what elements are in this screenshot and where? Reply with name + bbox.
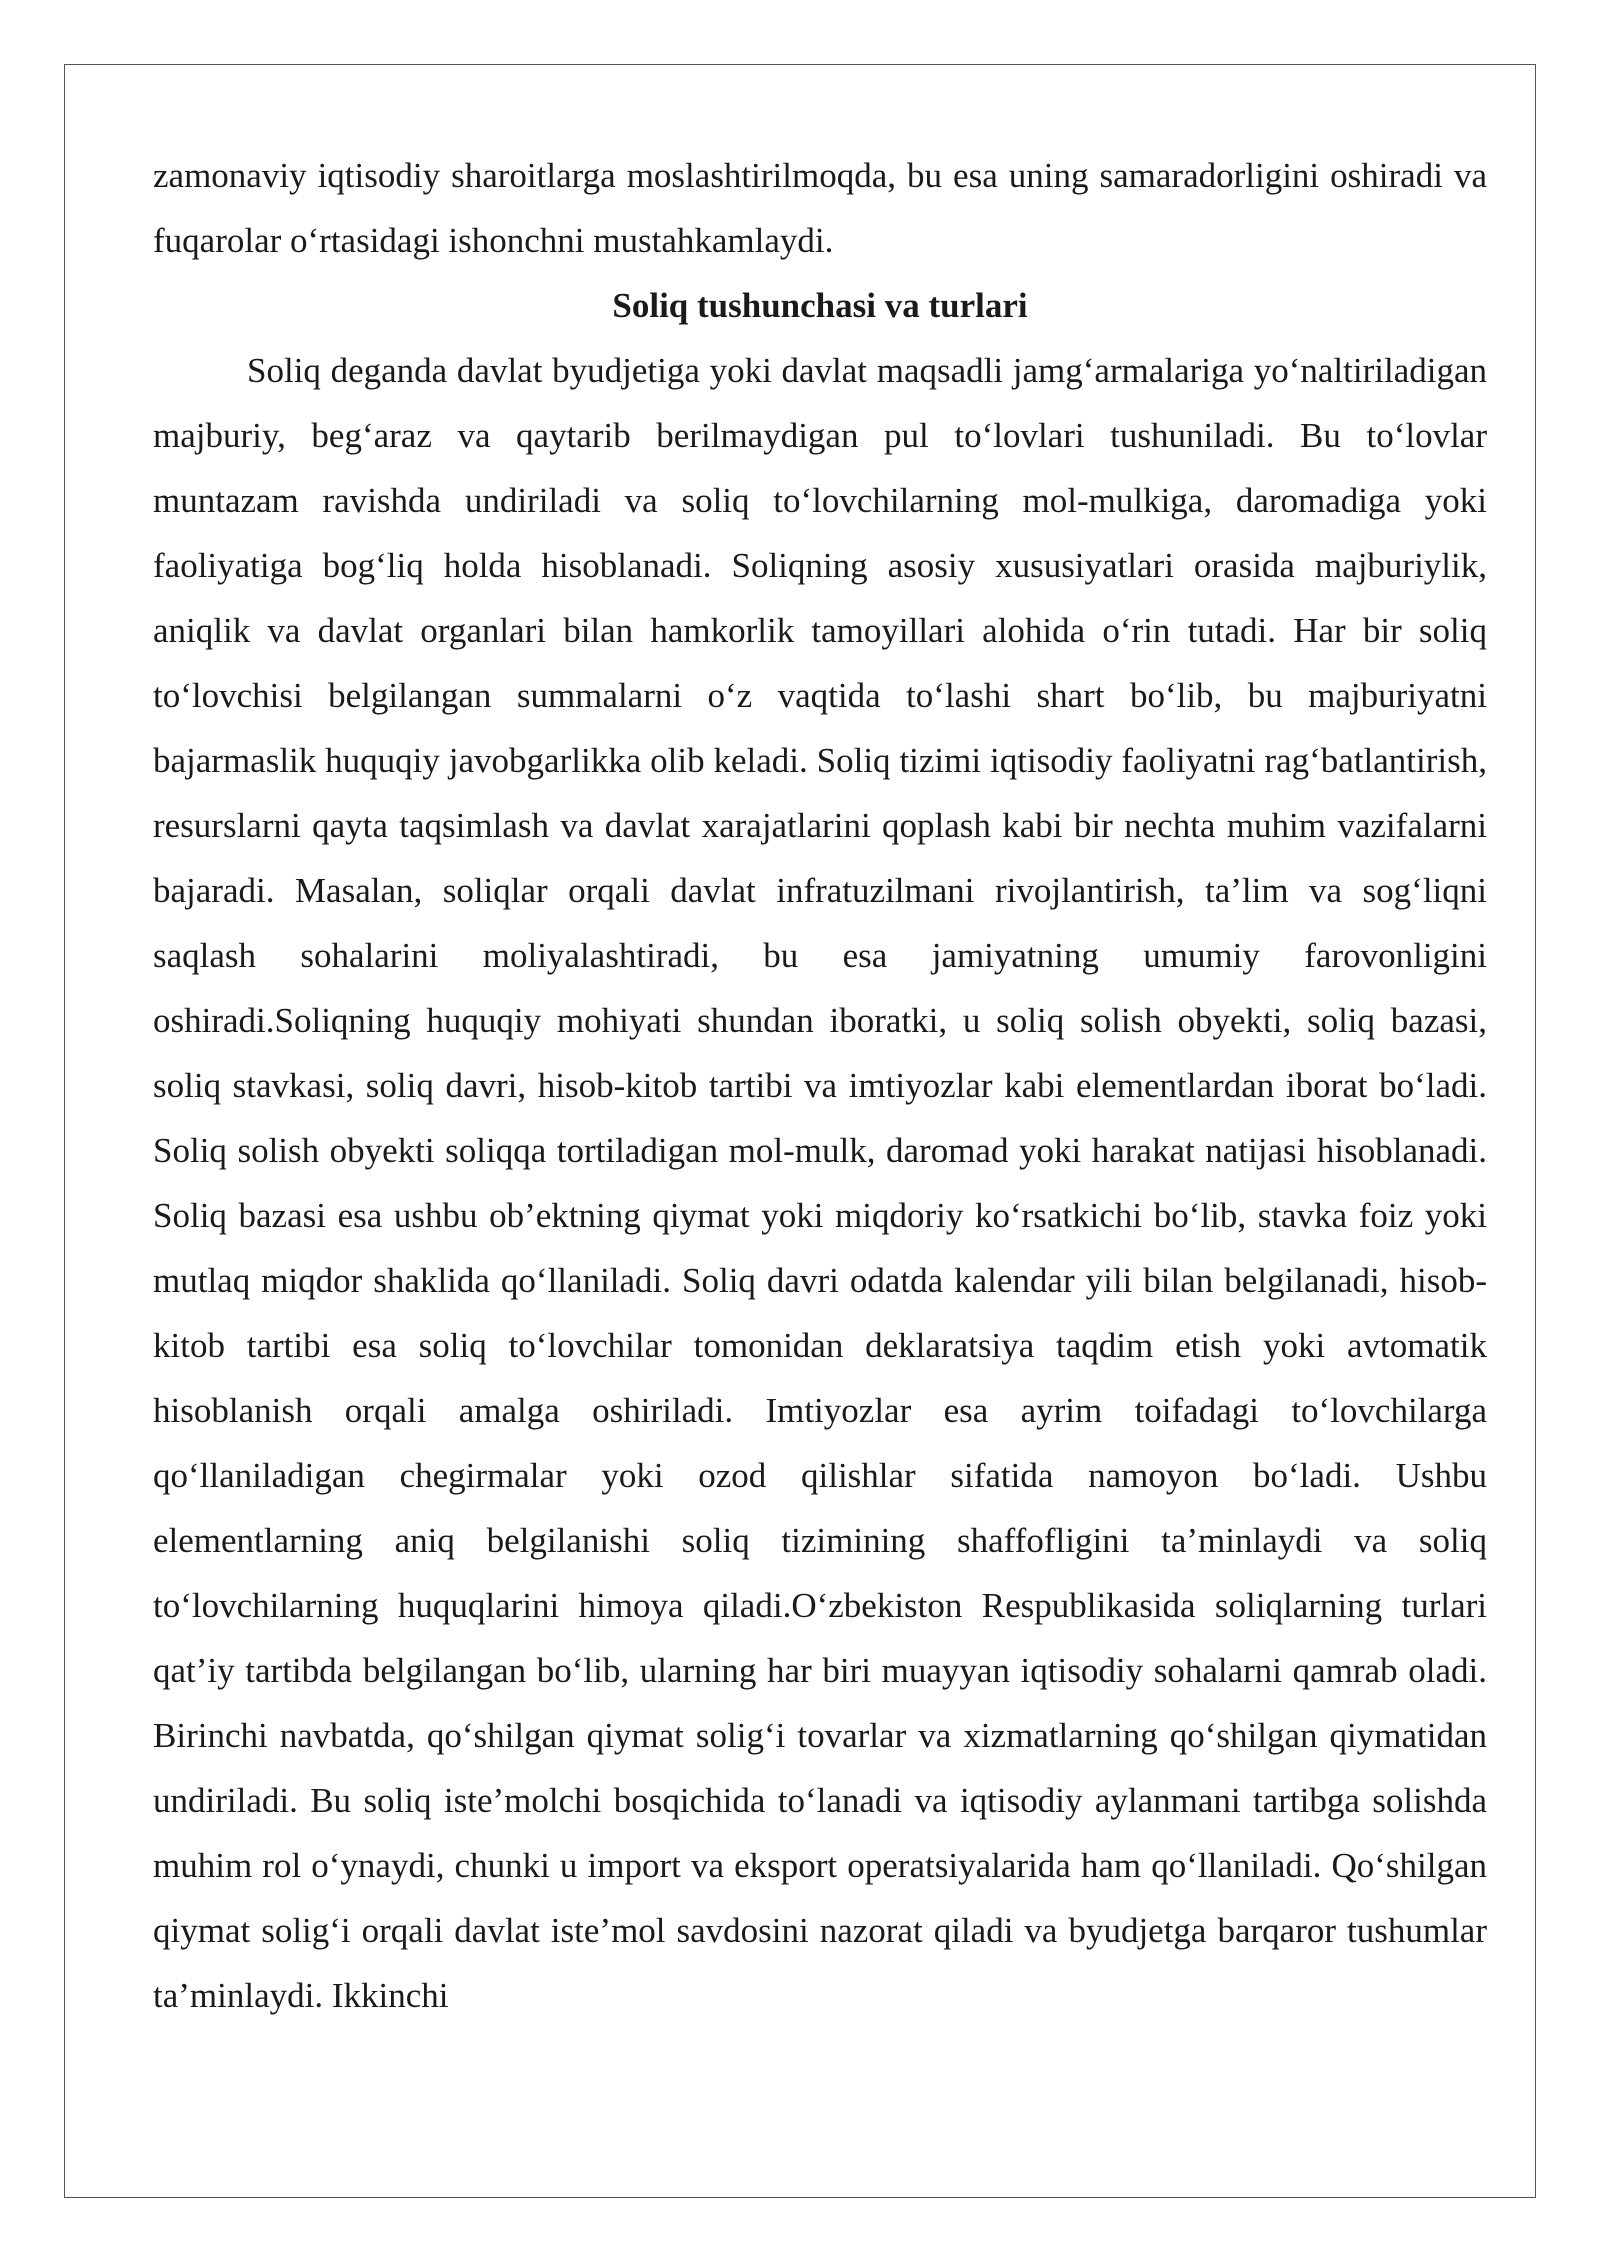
body-paragraph: Soliq deganda davlat byudjetiga yoki davlat maqsadli jamg‘armalariga yo‘naltiriladigan majburiy, beg‘araz va qaytarib berilmaydigan pul to‘lovlari tushuniladi. Bu to‘lovlar muntazam ravishda undiriladi va soliq to‘lovchilarning mol-mulkiga, daromadiga yoki faoliyatiga bog‘liq holda hisoblanadi. Soliqning asosiy xususiyatlari orasida majburiylik, aniqlik va davlat organlari bilan hamkorlik tamoyillari alohida o‘rin tutadi. Har bir soliq to‘lovchisi belgilangan summalarni o‘z vaqtida to‘lashi shart bo‘lib, bu majburiyatni bajarmaslik huquqiy javobgarlikka olib keladi. Soliq tizimi iqtisodiy faoliyatni rag‘batlantirish, resurslarni qayta taqsimlash va davlat xarajatlarini qoplash kabi bir nechta muhim vazifalarni bajaradi. Masalan, soliqlar orqali davlat infratuzilmani rivojlantirish, ta’lim va sog‘liqni saqlash sohalarini moliyalashtiradi, bu esa jamiyatning umumiy farovonligini oshiradi.Soliqning huquqiy mohiyati shundan iboratki, u soliq solish obyekti, soliq bazasi, soliq stavkasi, soliq davri, hisob-kitob tartibi va imtiyozlar kabi elementlardan iborat bo‘ladi. Soliq solish obyekti soliqqa tortiladigan mol-mulk, daromad yoki harakat natijasi hisoblanadi. Soliq bazasi esa ushbu ob’ektning qiymat yoki miqdoriy ko‘rsatkichi bo‘lib, stavka foiz yoki mutlaq miqdor shaklida qo‘llaniladi. Soliq davri odatda kalendar yili bilan belgilanadi, hisob-kitob tartibi esa soliq to‘lovchilar tomonidan deklaratsiya taqdim etish yoki avtomatik hisoblanish orqali amalga oshiriladi. Imtiyozlar esa ayrim toifadagi to‘lovchilarga qo‘llaniladigan chegirmalar yoki ozod qilishlar sifatida namoyon bo‘ladi. Ushbu elementlarning aniq belgilanishi soliq tizimining shaffofligini ta’minlaydi va soliq to‘lovchilarning huquqlarini himoya qiladi.O‘zbekiston Respublikasida soliqlarning turlari qat’iy tartibda belgilangan bo‘lib, ularning har biri muayyan iqtisodiy sohalarni qamrab oladi. Birinchi navbatda, qo‘shilgan qiymat solig‘i tovarlar va xizmatlarning qo‘shilgan qiymatidan undiriladi. Bu soliq iste’molchi bosqichida to‘lanadi va iqtisodiy aylanmani tartibga solishda muhim rol o‘ynaydi, chunki u import va eksport operatsiyalarida ham qo‘llaniladi. Qo‘shilgan qiymat solig‘i orqali davlat iste’mol savdosini nazorat qiladi va byudjetga barqaror tushumlar ta’minlaydi. Ikkinchi <box>153 351 1487 2015</box>
section-heading: Soliq tushunchasi va turlari <box>612 286 1028 325</box>
document-body <box>153 143 1487 2028</box>
intro-paragraph: zamonaviy iqtisodiy sharoitlarga moslashtirilmoqda, bu esa uning samaradorligini oshiradi va fuqarolar o‘rtasidagi ishonchni mustahkamlaydi. <box>153 156 1487 260</box>
